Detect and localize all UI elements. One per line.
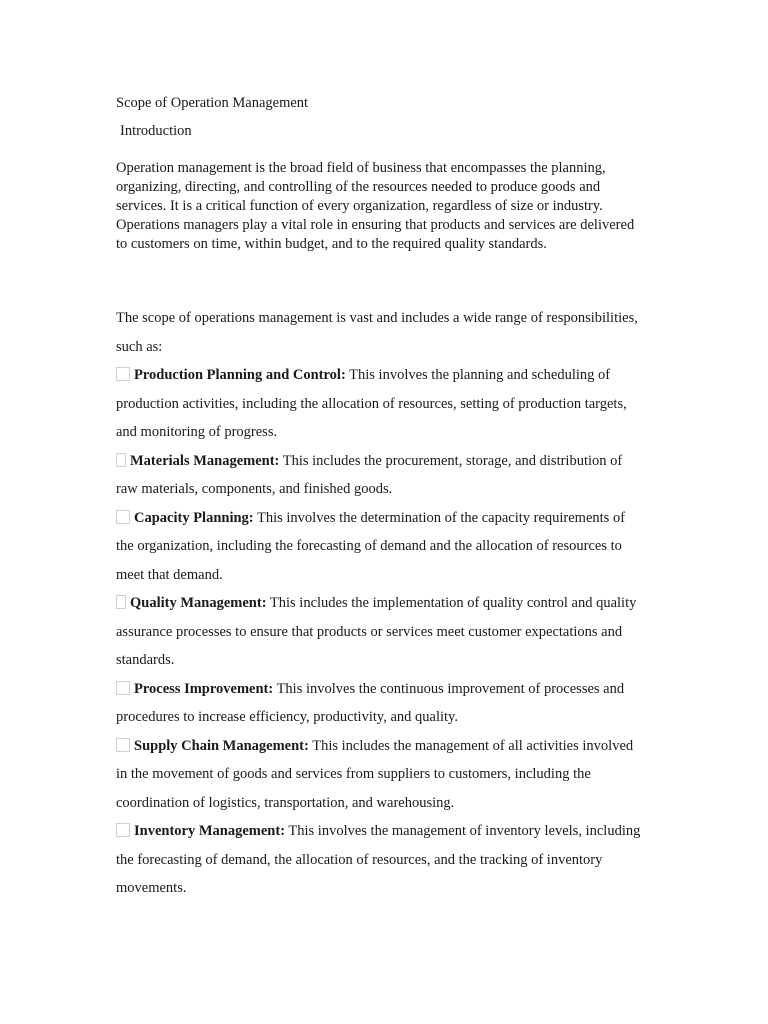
missing-glyph-icon — [116, 823, 130, 837]
missing-glyph-icon — [116, 738, 130, 752]
list-item — [116, 732, 646, 818]
list-item-text: This involves the determination of the capacity requirements of the organization, including the forecasting of demand and the allocation of resources to meet that demand. — [116, 509, 626, 583]
list-item-text: This includes the procurement, storage, and distribution of raw materials, components, and finished goods. — [116, 452, 623, 497]
list-item-term: Process Improvement: — [134, 680, 274, 697]
missing-glyph-icon — [116, 367, 130, 381]
missing-glyph-icon — [116, 595, 126, 609]
list-item-term: Capacity Planning: — [134, 509, 254, 526]
list-item-term: Materials Management: — [130, 452, 280, 469]
document-page — [116, 94, 646, 903]
intro-paragraph: Operation management is the broad field of business that encompasses the planning, organizing, directing, and controlling of the resources needed to produce goods and services. It is a critical function of every organization, regardless of size or industry. Operations managers play a vital role in ensuring that products and services are delivered to customers on time, within budget, and to the required quality standards. — [116, 160, 635, 252]
list-item — [116, 675, 646, 732]
missing-glyph-icon — [116, 681, 130, 695]
list-item-text: This includes the implementation of quality control and quality assurance processes to ensure that products or services meet customer expectations and standards. — [116, 595, 637, 668]
missing-glyph-icon — [116, 510, 130, 524]
list-item — [116, 589, 646, 675]
missing-glyph-icon — [116, 453, 126, 467]
section-heading-introduction: Introduction — [120, 123, 192, 139]
list-item-term: Production Planning and Control: — [134, 367, 346, 383]
list-item-term: Inventory Management: — [134, 823, 286, 839]
document-title: Scope of Operation Management — [116, 95, 309, 111]
list-item — [116, 447, 646, 504]
list-item-text: This involves the planning and scheduling of production activities, including the allocation of resources, setting of production targets, and monitoring of progress. — [116, 367, 627, 440]
list-item-term: Quality Management: — [130, 595, 267, 611]
list-item-term: Supply Chain Management: — [134, 737, 309, 754]
list-item-text: This involves the continuous improvement of processes and procedures to increase efficiency, productivity, and quality. — [116, 680, 625, 725]
list-item — [116, 504, 646, 590]
list-item-text: This includes the management of all activities involved in the movement of goods and services from suppliers to customers, including the coordination of logistics, transportation, and warehousing. — [116, 737, 634, 811]
responsibilities-list — [116, 361, 646, 903]
scope-lead-paragraph: The scope of operations management is vast and includes a wide range of responsibilities, such as: — [116, 310, 638, 355]
list-item — [116, 817, 646, 903]
list-item — [116, 361, 646, 447]
list-item-text: This involves the management of inventory levels, including the forecasting of demand, the allocation of resources, and the tracking of inventory movements. — [116, 823, 641, 896]
